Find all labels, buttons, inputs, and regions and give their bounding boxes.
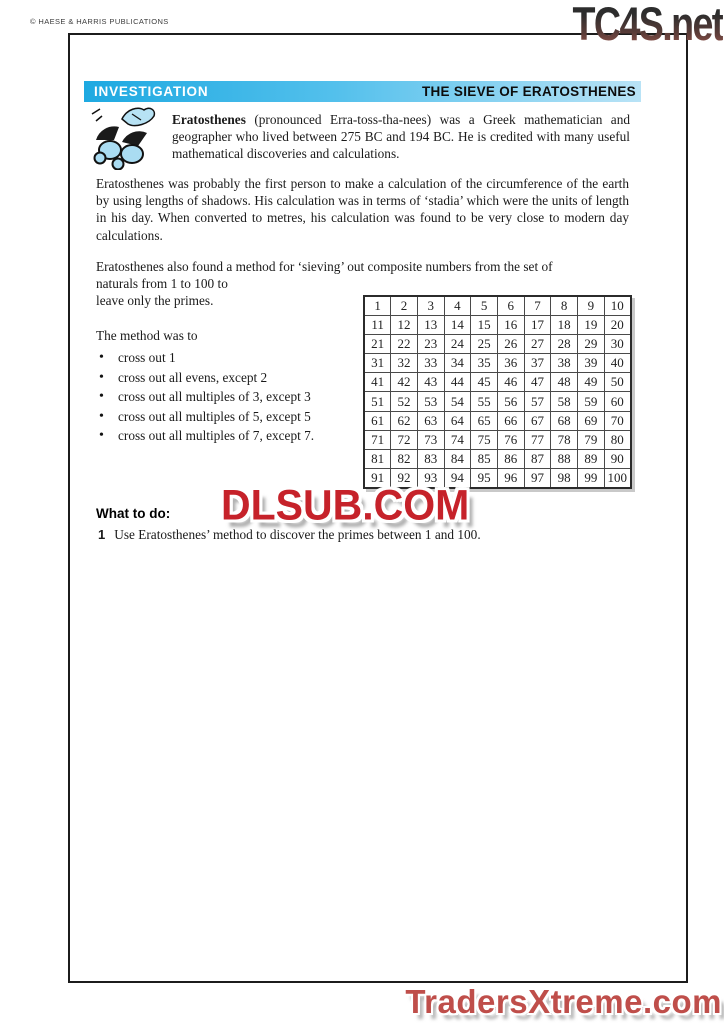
grid-row [364,296,631,315]
number-grid-body [364,296,631,488]
grid-cell: 8 [551,296,578,315]
bullet-item: • cross out all evens, except 2 [99,368,314,388]
binoculars-icon [88,106,160,175]
grid-cell: 86 [497,450,524,469]
grid-cell: 78 [551,430,578,449]
grid-cell: 33 [417,354,444,373]
grid-cell: 62 [391,411,418,430]
grid-cell: 23 [417,334,444,353]
grid-cell: 55 [471,392,498,411]
grid-cell: 10 [604,296,631,315]
grid-row [364,354,631,373]
grid-cell: 65 [471,411,498,430]
intro-rest: (pronounced Erra-toss-tha-nees) was a Greek mathematician and geographer who lived between 275 BC and 194 BC. He is credited with many useful mathematical discoveries and calculations. [172,112,630,162]
sieve-line-3: leave only the primes. [96,293,214,309]
grid-cell: 98 [551,469,578,488]
grid-cell: 29 [578,334,605,353]
grid-cell: 66 [497,411,524,430]
grid-cell: 32 [391,354,418,373]
grid-cell: 95 [471,469,498,488]
grid-cell: 56 [497,392,524,411]
section-title: THE SIEVE OF ERATOSTHENES [421,84,636,99]
grid-cell: 52 [391,392,418,411]
grid-cell: 99 [578,469,605,488]
watermark-bottom-right: TradersXtreme.com [405,983,722,1020]
grid-cell: 73 [417,430,444,449]
sieve-line-1: Eratosthenes also found a method for ‘sieving’ out composite numbers from the set of [96,259,553,274]
intro-paragraph [172,111,630,163]
grid-cell: 13 [417,315,444,334]
grid-cell: 76 [497,430,524,449]
method-intro: The method was to [96,328,198,343]
grid-cell: 16 [497,315,524,334]
what-to-do-heading: What to do: [96,506,171,521]
grid-row [364,450,631,469]
grid-cell: 87 [524,450,551,469]
grid-cell: 59 [578,392,605,411]
grid-cell: 79 [578,430,605,449]
grid-cell: 63 [417,411,444,430]
grid-cell: 84 [444,450,471,469]
grid-cell: 44 [444,373,471,392]
bullet-item: • cross out all multiples of 7, except 7. [99,426,314,446]
method-bullet-list [99,348,314,446]
bullet-item: • cross out all multiples of 3, except 3 [99,387,314,407]
sieve-line-2: naturals from 1 to 100 to [96,276,228,292]
grid-cell: 72 [391,430,418,449]
grid-cell: 7 [524,296,551,315]
grid-cell: 1 [364,296,391,315]
grid-cell: 75 [471,430,498,449]
grid-cell: 3 [417,296,444,315]
grid-cell: 69 [578,411,605,430]
grid-cell: 17 [524,315,551,334]
grid-cell: 58 [551,392,578,411]
grid-cell: 97 [524,469,551,488]
intro-bold-lead: Eratosthenes [172,112,246,127]
grid-cell: 88 [551,450,578,469]
grid-cell: 9 [578,296,605,315]
grid-cell: 92 [391,469,418,488]
watermark-top-right: TC4S.net [572,0,723,50]
grid-cell: 38 [551,354,578,373]
grid-cell: 90 [604,450,631,469]
grid-cell: 77 [524,430,551,449]
grid-cell: 45 [471,373,498,392]
watermark-middle: DLSUB.COM [221,481,470,529]
grid-cell: 91 [364,469,391,488]
grid-cell: 19 [578,315,605,334]
grid-cell: 34 [444,354,471,373]
grid-cell: 83 [417,450,444,469]
grid-cell: 51 [364,392,391,411]
bullet-item: • cross out all multiples of 5, except 5 [99,407,314,427]
grid-cell: 35 [471,354,498,373]
grid-cell: 12 [391,315,418,334]
section-header-bar [84,81,641,102]
grid-row [364,334,631,353]
grid-row [364,392,631,411]
grid-cell: 85 [471,450,498,469]
grid-cell: 80 [604,430,631,449]
grid-cell: 96 [497,469,524,488]
grid-cell: 30 [604,334,631,353]
grid-cell: 68 [551,411,578,430]
grid-cell: 14 [444,315,471,334]
number-grid [363,295,632,489]
grid-cell: 50 [604,373,631,392]
grid-cell: 5 [471,296,498,315]
grid-cell: 21 [364,334,391,353]
grid-cell: 41 [364,373,391,392]
grid-cell: 89 [578,450,605,469]
grid-cell: 61 [364,411,391,430]
grid-row [364,315,631,334]
grid-cell: 18 [551,315,578,334]
grid-cell: 40 [604,354,631,373]
grid-cell: 31 [364,354,391,373]
grid-cell: 20 [604,315,631,334]
grid-row [364,411,631,430]
grid-cell: 67 [524,411,551,430]
grid-cell: 26 [497,334,524,353]
grid-cell: 49 [578,373,605,392]
grid-cell: 36 [497,354,524,373]
grid-row [364,430,631,449]
grid-cell: 11 [364,315,391,334]
step-1-number: 1 [98,527,106,542]
grid-cell: 27 [524,334,551,353]
grid-cell: 39 [578,354,605,373]
grid-cell: 37 [524,354,551,373]
grid-row [364,373,631,392]
grid-cell: 2 [391,296,418,315]
grid-cell: 82 [391,450,418,469]
step-1-text: Use Eratosthenes’ method to discover the primes between 1 and 100. [114,527,481,542]
grid-cell: 100 [604,469,631,488]
grid-cell: 47 [524,373,551,392]
grid-cell: 15 [471,315,498,334]
grid-cell: 60 [604,392,631,411]
grid-cell: 57 [524,392,551,411]
grid-cell: 24 [444,334,471,353]
grid-cell: 22 [391,334,418,353]
grid-cell: 43 [417,373,444,392]
grid-cell: 81 [364,450,391,469]
grid-cell: 74 [444,430,471,449]
grid-cell: 6 [497,296,524,315]
grid-cell: 42 [391,373,418,392]
investigation-label: INVESTIGATION [94,84,209,99]
grid-cell: 64 [444,411,471,430]
grid-cell: 28 [551,334,578,353]
circumference-paragraph: Eratosthenes was probably the first person to make a calculation of the circumference of the earth by using lengths of shadows. His calculation was in terms of ‘stadia’ which were the units of length in his day. When converted to metres, his calculation was found to be very close to modern day calculations. [96,176,629,243]
grid-cell: 53 [417,392,444,411]
grid-cell: 71 [364,430,391,449]
grid-cell: 25 [471,334,498,353]
grid-cell: 54 [444,392,471,411]
grid-cell: 93 [417,469,444,488]
grid-cell: 4 [444,296,471,315]
grid-cell: 94 [444,469,471,488]
grid-cell: 70 [604,411,631,430]
grid-cell: 48 [551,373,578,392]
bullet-item: • cross out 1 [99,348,314,368]
grid-cell: 46 [497,373,524,392]
publisher-credit: © HAESE & HARRIS PUBLICATIONS [30,17,169,26]
